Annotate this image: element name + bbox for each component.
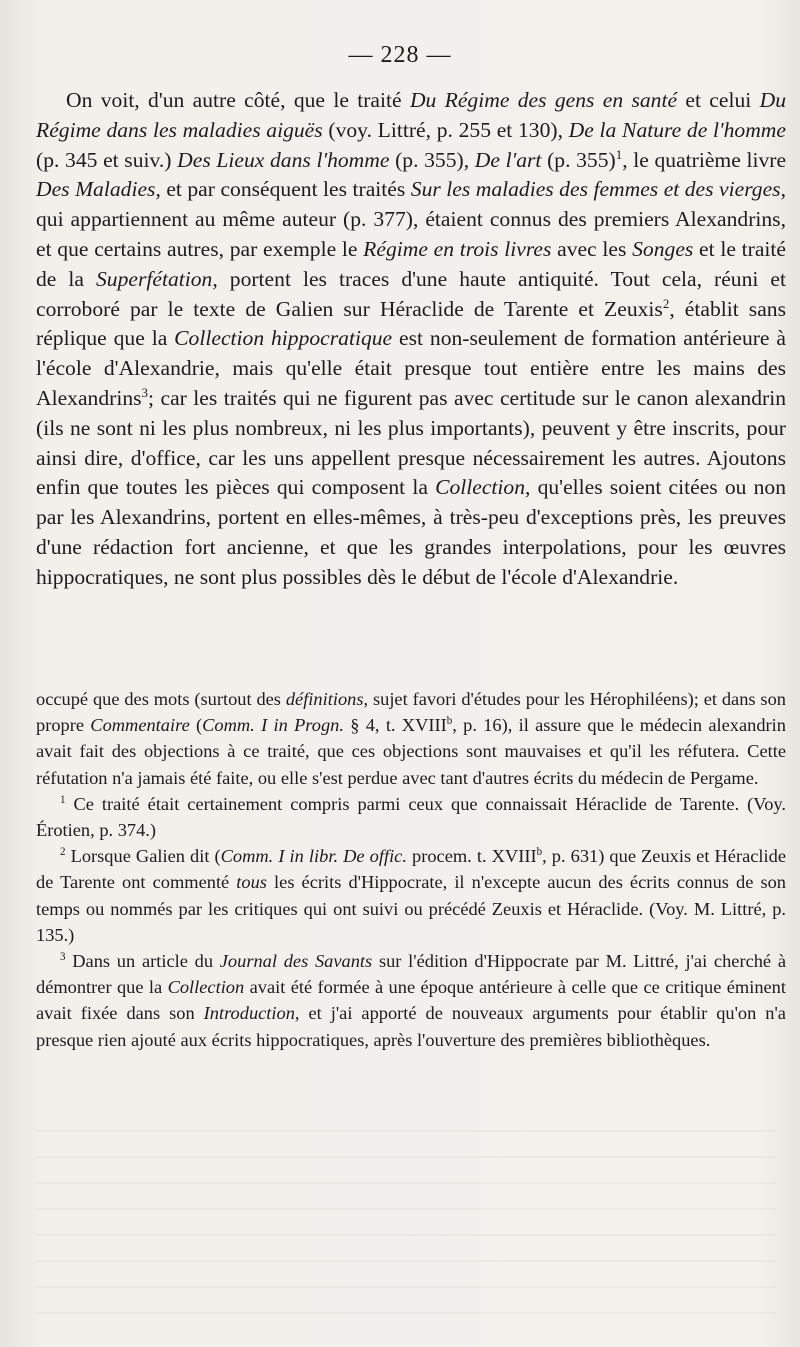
footnote-3: [36, 948, 786, 1053]
text-run: , et par conséquent les traités: [155, 177, 411, 202]
work-title: Collection: [435, 475, 526, 500]
footnote-number: 1: [60, 793, 66, 806]
italic-term: Collection: [167, 977, 245, 998]
italic-term: Journal des Savants: [219, 951, 373, 972]
italic-term: définitions: [285, 689, 364, 709]
text-run: § 4, t. XVIII: [343, 715, 447, 736]
text-run: , qui appartiennent au même auteur (p. 377), étaient connus des premiers Alexandrins, et que certains autres, par exemple le: [36, 177, 786, 261]
text-run: Dans un article du: [65, 951, 220, 972]
text-run: , p. 16), il assure que le médecin alexandrin avait fait des objections à ce traité, que ces objections sont mauvaises et qu'il les réfutera. Cette réfutation n'a jamais été faite, ou elle s'est perdue avec tant d'autres écrits du médecin de Pergame.: [36, 715, 786, 788]
work-title: De l'art: [474, 147, 542, 172]
work-title: Songes: [632, 236, 694, 261]
text-run: et celui: [677, 88, 760, 112]
work-title: Sur les maladies des femmes et des vierges: [410, 177, 781, 202]
work-title: Régime en trois livres: [363, 236, 552, 261]
italic-term: tous: [236, 872, 267, 893]
text-run: , le quatrième livre: [622, 147, 787, 172]
footnote-number: 2: [60, 846, 66, 859]
text-run: avec les: [551, 236, 633, 261]
text-run: , portent les traces d'une haute antiquité. Tout cela, réuni et corroboré par le texte de Galien sur Héraclide de Tarente et Zeuxis: [36, 266, 786, 321]
footnote-ref: 2: [662, 295, 670, 311]
text-run: et le traité de la: [36, 236, 786, 291]
superscript: b: [446, 715, 453, 728]
show-through-area: [36, 1130, 776, 1330]
italic-term: Introduction: [203, 1003, 295, 1024]
text-run: Lorsque Galien dit (: [65, 846, 221, 867]
text-run: ; car les traités qui ne figurent pas avec certitude sur le canon alexandrin (ils ne sont ni les plus nombreux, ni les plus importants), peuvent y être inscrits, pour ainsi dire, d'office, car les uns appellent presque nécessairement les autres. Ajoutons enfin que toutes les pièces qui composent la: [36, 385, 786, 500]
footnote-continuation: [36, 686, 786, 791]
text-run: procem. t. XVIII: [406, 846, 537, 867]
italic-term: Comm. I in Progn.: [202, 715, 344, 736]
text-run: (voy. Littré, p. 255 et 130),: [322, 117, 569, 142]
text-run: (p. 355),: [389, 147, 475, 172]
work-title: Des Maladies: [36, 177, 156, 202]
italic-term: Comm. I in libr. De offic.: [220, 846, 407, 867]
work-title: De la Nature de l'homme: [568, 117, 786, 142]
text-run: est non-seulement de formation antérieure à l'école d'Alexandrie, mais qu'elle était presque tout entière entre les mains des Alexandrins: [36, 326, 786, 410]
work-title: Du Régime dans les maladies aiguës: [36, 88, 787, 142]
footnote-1: [36, 791, 786, 843]
body-paragraph: [36, 86, 786, 593]
text-run: les écrits d'Hippocrate, il n'excepte aucun des écrits connus de son temps ou nommés par les critiques qui ont suivi ou précédé Zeuxis et Héraclide. (Voy. M. Littré, p. 135.): [36, 872, 786, 945]
text-run: (: [189, 715, 203, 736]
text-run: , sujet favori d'études pour les Hérophiléens); et dans son propre: [36, 689, 786, 736]
work-title: Des Lieux dans l'homme: [177, 147, 390, 172]
text-run: avait été formée à une époque antérieure à celle que ce critique éminent avait fixée dans son: [36, 977, 786, 1024]
text-run: Ce traité était certainement compris parmi ceux que connaissait Héraclide de Tarente. (Voy. Érotien, p. 374.): [36, 793, 786, 841]
text-run: On voit, d'un autre côté, que le traité: [66, 88, 410, 112]
work-title: Superfétation: [96, 266, 213, 291]
footnote-number: 3: [60, 950, 66, 963]
main-text: [36, 86, 786, 593]
work-title: Du Régime des gens en santé: [409, 88, 678, 112]
italic-term: Commentaire: [90, 715, 190, 736]
footnote-ref: 3: [141, 384, 149, 400]
text-run: (p. 345 et suiv.): [36, 147, 178, 172]
work-title: Collection hippocratique: [174, 326, 393, 351]
footnote-ref: 1: [615, 146, 623, 162]
text-run: , et j'ai apporté de nouveaux arguments pour établir qu'on n'a presque rien ajouté aux écrits hippocratiques, après l'ouverture des premières bibliothèques.: [36, 1003, 786, 1050]
text-run: , p. 631) que Zeuxis et Héraclide de Tarente ont commenté: [36, 846, 786, 893]
text-run: sur l'édition d'Hippocrate par M. Littré, j'ai cherché à démontrer que la: [36, 951, 786, 998]
text-run: (p. 355): [541, 147, 616, 172]
page-number: — 228 —: [348, 42, 452, 68]
superscript: b: [536, 846, 543, 859]
text-run: occupé que des mots (surtout des: [36, 689, 286, 709]
text-run: , établit sans réplique que la: [36, 296, 786, 351]
footnotes: [36, 686, 786, 1053]
footnote-2: [36, 843, 786, 948]
text-run: , qu'elles soient citées ou non par les Alexandrins, portent en elles-mêmes, à très-peu d'exceptions près, les preuves d'une rédaction fort ancienne, et que les grandes interpolations, pour les œuvres hippocratiques, ne sont plus possibles dès le début de l'école d'Alexandrie.: [36, 475, 786, 589]
